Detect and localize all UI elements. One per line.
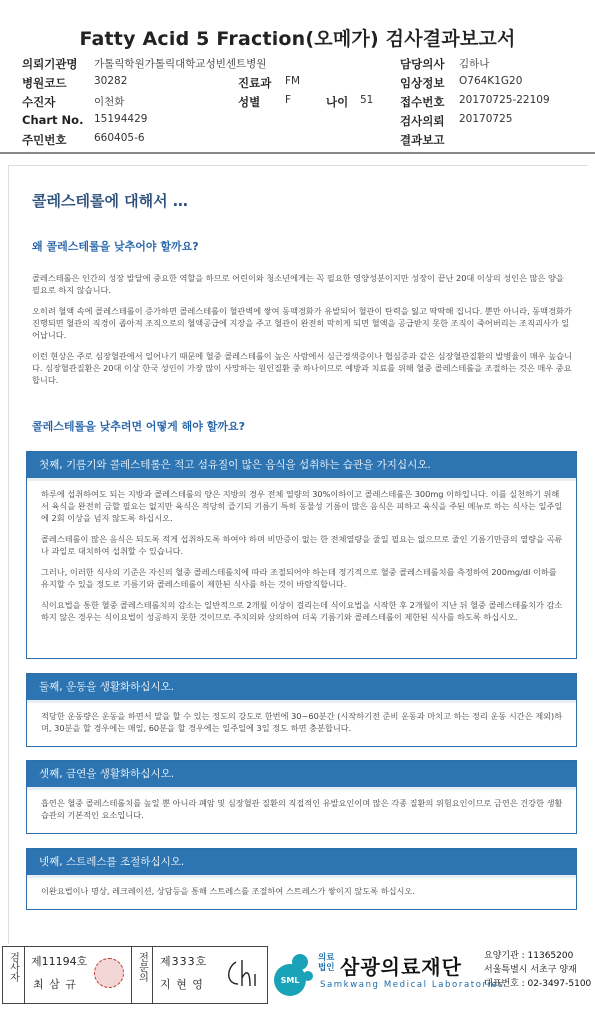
patient-value: 이천화 [94, 96, 125, 108]
header-row-2 [0, 75, 595, 92]
logo-text: SML [280, 976, 300, 985]
tip-box-exercise-text: 적당한 운동량은 운동을 하면서 말을 할 수 있는 정도의 강도로 한번에 30~60분간 (시작하기전 준비 운동과 마치고 하는 정리 운동 시간은 제외)하며, 30분을 할 경우에는 매일, 60분을 할 경우에는 일주일에 3일 정도 하면 충분합니다. [41, 711, 563, 733]
specialist-label-text: 전문의 [136, 952, 148, 982]
header-divider [0, 152, 595, 154]
tip-box-smoking [26, 760, 577, 834]
examiner-seal-stamp [94, 958, 124, 988]
request-date-label: 검사의뢰 [400, 114, 445, 128]
clinical-info-value: O764K1G20 [459, 75, 523, 87]
tip-box-diet-text-4: 식이요법을 통한 혈중 콜레스테롤치의 감소는 일반적으로 2개월 이상이 걸리는데 식이요법을 시작한 후 2개월이 지난 뒤 혈중 콜레스테롤치가 감소하지 않은 경우는 식이요법이 성공하지 못한 것이므로 주치의와 상의하여 더욱 기름기와 콜레스테롤이 제한된 식사를 하도록 하십시오. [41, 600, 563, 622]
contact-phone: 대표번호 : 02-3497-5100 [484, 979, 592, 989]
tip-box-smoking-title: 셋째, 금연을 생활화하십시오. [27, 761, 576, 790]
resident-no-label: 주민번호 [22, 133, 67, 147]
tip-box-smoking-text: 흡연은 혈중 콜레스테롤치를 높일 뿐 아니라 폐암 및 심장혈관 질환의 직접적인 유발요인이며 많은 각종 질환의 위험요인이므로 금연은 건강한 생활습관의 기본적인 요소입니다. [41, 798, 563, 820]
age-label: 나이 [326, 95, 349, 109]
receipt-no-value: 20170725-22109 [459, 94, 550, 106]
contact-institution-code: 요양기관 : 11365200 [484, 951, 574, 961]
tip-box-stress [26, 848, 577, 910]
tip-box-diet-text-1: 하루에 섭취하여도 되는 지방과 콜레스테롤의 양은 지방의 경우 전체 열량의 30%이하이고 콜레스테롤은 300mg 이하입니다. 이를 실천하기 위해서 육식을 완전히 금할 필요는 없지만 육식은 적당히 즐기되 기름기 특히 동물성 기름이 많은 음식은 피하고 육식을 주된 메뉴로 하는 식사는 일주일에 2회 이상을 넘지 않도록 하십시오. [41, 489, 563, 523]
result-report-label: 결과보고 [400, 133, 445, 147]
tip-box-diet-text-3: 그러나, 이러한 식사의 기준은 자신의 혈중 콜레스테롤치에 따라 조절되어야 하는데 정기적으로 혈중 콜레스테롤치를 측정하여 200mg/dl 이하를 유지할 수 있을 정도로 기름기와 콜레스테롤이 제한된 식사를 하는 것이 바람직합니다. [41, 567, 557, 589]
specialist-name: 지 현 영 [160, 978, 204, 991]
request-date-value: 20170725 [459, 113, 513, 125]
report-title: Fatty Acid 5 Fraction(오메가) 검사결과보고서 [79, 28, 516, 50]
section-heading: 콜레스테롤에 대해서 … [32, 192, 188, 210]
header-row-3 [0, 94, 595, 111]
paragraph-2: 오히려 혈액 속에 콜레스테롤이 증가하면 콜레스테롤이 혈관벽에 쌓여 동맥경화가 유발되어 혈관이 탄력을 잃고 딱딱해 집니다. 뿐만 아니라, 동맥경화가 진행되면 혈관의 직경이 좁아져 조직으로의 혈액공급에 지장을 주고 혈관이 완전히 막히게 되면 혈액을 공급받지 못한 조직이 죽어버리는 조직괴사가 일어납니다. [32, 306, 572, 341]
department-label: 진료과 [238, 76, 272, 90]
header-row-1 [0, 56, 595, 73]
header-row-5 [0, 132, 595, 149]
chart-no-label: Chart No. [22, 113, 84, 127]
institution-value: 가톨릭학원가톨릭대학교성빈센트병원 [94, 58, 267, 70]
specialist-label [136, 952, 148, 985]
sex-label: 성별 [238, 95, 261, 109]
tip-box-diet [26, 451, 577, 659]
tip-box-diet-text-2: 콜레스테롤이 많은 음식은 되도록 적게 섭취하도록 하여야 하며 비만증이 없는 한 전체열량을 줄일 필요는 없으므로 줄인 기름기만큼의 열량을 곡류나 과일로 대치하여 섭취할 수 있습니다. [41, 534, 563, 556]
org-name: 삼광의료재단 [340, 955, 462, 979]
examiner-license-no: 제11194호 [31, 955, 88, 968]
org-english-name: Samkwang Medical Laboratories [320, 980, 505, 990]
doctor-value: 김하나 [459, 58, 490, 70]
department-value: FM [285, 75, 301, 87]
tip-box-exercise-title: 둘째, 운동을 생활화하십시오. [27, 674, 576, 703]
clinical-info-label: 임상정보 [400, 76, 445, 90]
age-value: 51 [360, 94, 374, 106]
patient-header [0, 54, 595, 150]
examiner-label-text: 검사자 [7, 952, 19, 982]
question-why: 왜 콜레스테롤을 낮추어야 할까요? [32, 240, 199, 253]
paragraph-1: 콜레스테롤은 인간의 성장 발달에 중요한 역할을 하므로 어린이와 청소년에게는 꼭 필요한 영양성분이지만 성장이 끝난 20대 이상의 성인은 많은 양을 필요로 하지 않습니다. [32, 273, 564, 296]
specialist-signature [222, 956, 262, 990]
tip-box-exercise [26, 673, 577, 747]
contact-address: 서울특별시 서초구 양재 [484, 965, 577, 975]
receipt-no-label: 접수번호 [400, 95, 445, 109]
hospital-code-label: 병원코드 [22, 76, 67, 90]
sex-value: F [285, 94, 292, 106]
patient-label: 수진자 [22, 95, 56, 109]
report-footer [0, 944, 595, 1010]
doctor-label: 담당의사 [400, 57, 445, 71]
hospital-code-value: 30282 [94, 75, 128, 87]
question-how: 콜레스테롤을 낮추려면 어떻게 해야 할까요? [32, 420, 245, 433]
chart-no-value: 15194429 [94, 113, 148, 125]
examiner-name: 최 삼 규 [33, 978, 77, 991]
tip-box-diet-title: 첫째, 기름기와 콜레스테롤은 적고 섬유질이 많은 음식을 섭취하는 습관을 가지십시오. [27, 452, 576, 481]
tip-box-stress-title: 넷째, 스트레스를 조절하십시오. [27, 849, 576, 878]
examiner-label [7, 952, 19, 985]
institution-label: 의뢰기관명 [22, 57, 78, 71]
tip-box-stress-text: 이완요법이나 명상, 레크레이션, 상담등을 통해 스트레스를 조절하여 스트레스가 쌓이지 않도록 하십시오. [41, 886, 415, 896]
resident-no-value: 660405-6 [94, 132, 145, 144]
header-row-4 [0, 113, 595, 130]
org-prefix: 의료법인 [318, 953, 335, 973]
sml-logo-icon [270, 950, 316, 1000]
specialist-license-no: 제333호 [160, 955, 208, 968]
paragraph-3: 이런 현상은 주로 심장혈관에서 일어나기 때문에 혈중 콜레스테롤이 높은 사람에서 심근경색증이나 협심증과 같은 심장혈관질환의 발병율이 매우 높습니다. 심장혈관질환은 20대 이상 한국 성인이 가장 많이 사망하는 원인질환 중 하나이므로 예방과 치료를 위해 혈중 콜레스테롤을 조절하는 것은 매우 중요합니다. [32, 351, 572, 386]
